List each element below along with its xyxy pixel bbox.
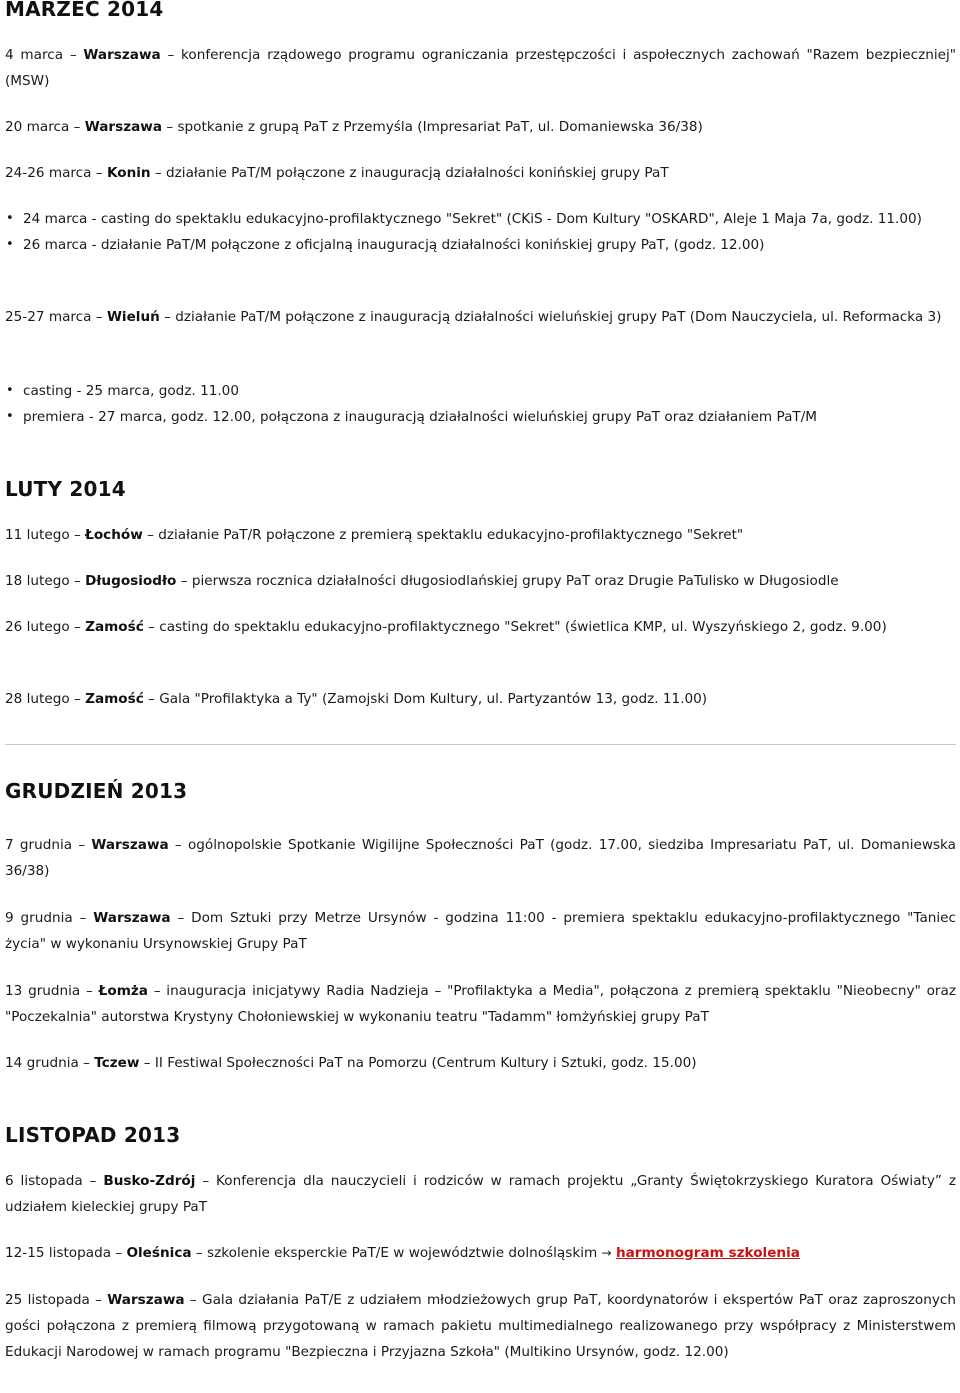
schedule-link[interactable]: harmonogram szkolenia [615, 1245, 800, 1261]
event-sublist [5, 206, 956, 258]
event-place: Długosiodło [85, 573, 177, 589]
event-place: Łomża [98, 983, 148, 999]
list-item: • casting - 25 marca, godz. 11.00 [5, 378, 956, 404]
event-place: Oleśnica [126, 1245, 192, 1261]
event-place: Tczew [94, 1055, 140, 1071]
event-entry: 7 grudnia – Warszawa – ogólnopolskie Spotkanie Wigilijne Społeczności PaT (godz. 17.00, siedziba Impresariatu PaT, ul. Domaniewska 36/38) [5, 837, 957, 879]
event-entry: 11 lutego – Łochów – działanie PaT/R połączone z premierą spektaklu edukacyjno-profilaktycznego "Sekret" [5, 527, 744, 543]
arrow-right-icon: → [601, 1246, 612, 1260]
section-heading-marzec-2014: MARZEC 2014 [5, 0, 164, 21]
list-item: • 26 marca - działanie PaT/M połączone z oficjalną inauguracją działalności konińskiej grupy PaT, (godz. 12.00) [5, 232, 956, 258]
event-place: Wieluń [106, 309, 160, 325]
list-item: • premiera - 27 marca, godz. 12.00, połączona z inauguracją działalności wieluńskiej grupy PaT oraz działaniem PaT/M [5, 404, 956, 430]
event-entry: 12-15 listopada – Oleśnica – szkolenie eksperckie PaT/E w województwie dolnośląskim → harmonogram szkolenia [5, 1245, 800, 1261]
event-entry: 14 grudnia – Tczew – II Festiwal Społeczności PaT na Pomorzu (Centrum Kultury i Sztuki, godz. 15.00) [5, 1055, 697, 1071]
event-entry: 9 grudnia – Warszawa – Dom Sztuki przy Metrze Ursynów - godzina 11:00 - premiera spektaklu edukacyjno-profilaktycznego "Taniec życia" w wykonaniu Ursynowskiej Grupy PaT [5, 910, 957, 952]
event-entry: 13 grudnia – Łomża – inauguracja inicjatywy Radia Nadzieja – "Profilaktyka a Media", połączona z premierą spektaklu "Nieobecny" oraz "Poczekalnia" autorstwa Krystyny Chołoniewskiej w wykonaniu teatru "Tadamm" łomżyńskiej grupy PaT [5, 983, 956, 1025]
event-place: Konin [106, 165, 151, 181]
event-sublist [5, 378, 956, 430]
event-entry: 20 marca – Warszawa – spotkanie z grupą PaT z Przemyśla (Impresariat PaT, ul. Domaniewska 36/38) [5, 119, 703, 135]
list-item: • 24 marca - casting do spektaklu edukacyjno-profilaktycznego "Sekret" (CKiS - Dom Kultury "OSKARD", Aleje 1 Maja 7a, godz. 11.00) [5, 206, 956, 232]
section-divider [5, 744, 956, 745]
event-entry: 26 lutego – Zamość – casting do spektaklu edukacyjno-profilaktycznego "Sekret" (świetlica KMP, ul. Wyszyńskiego 2, godz. 9.00) [5, 619, 887, 635]
section-heading-luty-2014: LUTY 2014 [5, 477, 126, 501]
event-place: Warszawa [93, 910, 171, 926]
event-place: Warszawa [84, 119, 163, 135]
event-entry: 25 listopada – Warszawa – Gala działania PaT/E z udziałem młodzieżowych grup PaT, koordynatorów i ekspertów PaT oraz zaproszonych gości połączona z premierą filmową przygotowaną w ramach pakietu multimedialnego realizowanego przy współpracy z Ministerstwem Edukacji Narodowej w ramach programu "Bezpieczna i Przyjazna Szkoła" (Multikino Ursynów, godz. 12.00) [5, 1292, 957, 1360]
event-entry: 6 listopada – Busko-Zdrój – Konferencja dla nauczycieli i rodziców w ramach projektu „Granty Świętokrzyskiego Kuratora Oświaty” z udziałem kieleckiej grupy PaT [5, 1173, 956, 1215]
event-place: Busko-Zdrój [103, 1173, 196, 1189]
event-place: Zamość [85, 619, 144, 635]
event-entry: 4 marca – Warszawa – konferencja rządowego programu ograniczania przestępczości i aspołecznych zachowań "Razem bezpieczniej" (MSW) [5, 47, 956, 89]
event-place: Warszawa [91, 837, 169, 853]
event-entry: 28 lutego – Zamość – Gala "Profilaktyka a Ty" (Zamojski Dom Kultury, ul. Partyzantów 13, godz. 11.00) [5, 691, 708, 707]
event-place: Łochów [85, 527, 143, 543]
event-place: Zamość [85, 691, 144, 707]
event-entry: 25-27 marca – Wieluń – działanie PaT/M połączone z inauguracją działalności wieluńskiej grupy PaT (Dom Nauczyciela, ul. Reformacka 3) [5, 309, 942, 325]
event-place: Warszawa [83, 47, 161, 63]
event-place: Warszawa [107, 1292, 185, 1308]
section-heading-listopad-2013: LISTOPAD 2013 [5, 1123, 181, 1147]
section-heading-grudzien-2013: GRUDZIEŃ 2013 [5, 779, 188, 803]
event-entry: 24-26 marca – Konin – działanie PaT/M połączone z inauguracją działalności konińskiej grupy PaT [5, 165, 669, 181]
event-entry: 18 lutego – Długosiodło – pierwsza rocznica działalności długosiodlańskiej grupy PaT oraz Drugie PaTulisko w Długosiodle [5, 573, 839, 589]
